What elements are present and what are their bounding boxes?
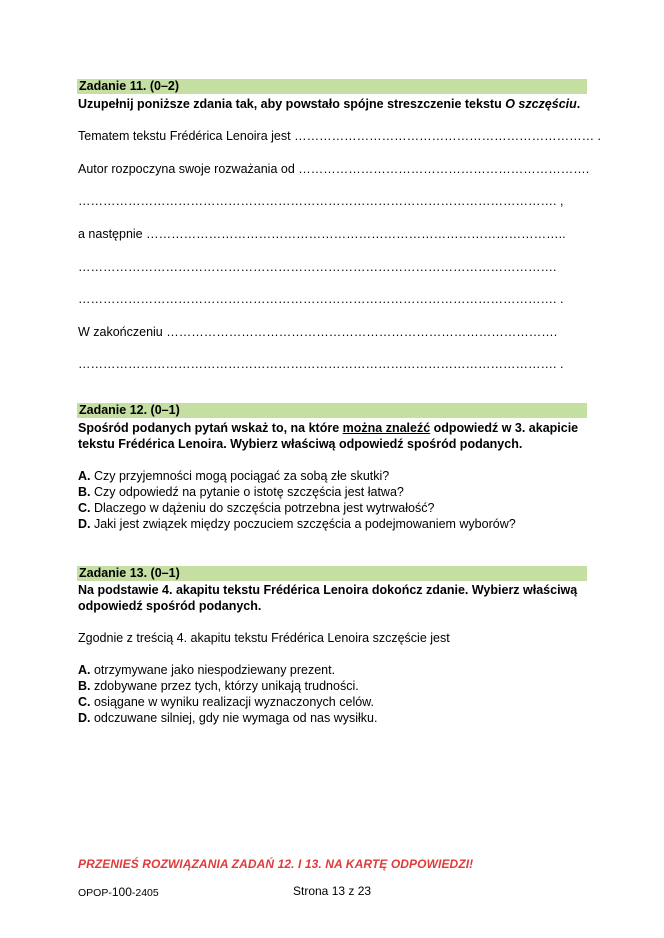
task13-option-c[interactable]: C. osiągane w wyniku realizacji wyznaczonych celów. xyxy=(78,695,374,709)
answer-line-3[interactable]: ……………………………………………………………………………………………………. , xyxy=(78,194,564,208)
task12-option-b[interactable]: B. Czy odpowiedź na pytanie o istotę szczęścia jest łatwa? xyxy=(78,485,404,499)
task11-header: Zadanie 11. (0–2) xyxy=(77,79,587,94)
task12-header: Zadanie 12. (0–1) xyxy=(77,403,587,418)
task13-header: Zadanie 13. (0–1) xyxy=(77,566,587,581)
task12-option-d[interactable]: D. Jaki jest związek między poczuciem szczęścia a podejmowaniem wyborów? xyxy=(78,517,516,531)
task13-option-a[interactable]: A. otrzymywane jako niespodziewany prezent. xyxy=(78,663,336,677)
task12-instruction-line2: tekstu Frédérica Lenoira. Wybierz właściwą odpowiedź spośród podanych. xyxy=(78,437,523,451)
answer-line-8[interactable]: ……………………………………………………………………………………………………. . xyxy=(78,357,564,371)
answer-line-2[interactable]: Autor rozpoczyna swoje rozważania od ……………………………………………………………. xyxy=(78,162,590,176)
answer-line-7[interactable]: W zakończeniu …………………………………………………………………………………. xyxy=(78,325,558,339)
answer-line-6[interactable]: ……………………………………………………………………………………………………. . xyxy=(78,292,564,306)
task12-option-c[interactable]: C. Dlaczego w dążeniu do szczęścia potrzebna jest wytrwałość? xyxy=(78,501,435,515)
answer-line-1[interactable]: Tematem tekstu Frédérica Lenoira jest ……………………………………………………………… . xyxy=(78,129,602,143)
task11-text-title: O szczęściu xyxy=(505,97,577,111)
task13-stem: Zgodnie z treścią 4. akapitu tekstu Frédérica Lenoira szczęście jest xyxy=(78,631,450,645)
emphasis-underline: można znaleźć xyxy=(342,421,431,435)
page-number: Strona 13 z 23 xyxy=(293,884,372,898)
exam-code: OPOP-100-2405 xyxy=(78,885,159,899)
task11-instruction: Uzupełnij poniższe zdania tak, aby powstało spójne streszczenie tekstu O szczęściu. xyxy=(78,97,581,111)
task13-option-d[interactable]: D. odczuwane silniej, gdy nie wymaga od nas wysiłku. xyxy=(78,711,378,725)
answer-line-5[interactable]: ……………………………………………………………………………………………………. xyxy=(78,260,557,274)
task13-instruction-line1: Na podstawie 4. akapitu tekstu Frédérica Lenoira dokończ zdanie. Wybierz właściwą xyxy=(78,583,578,597)
answer-line-4[interactable]: a następnie ……………………………………………………………………………………….. xyxy=(78,227,566,241)
transfer-answers-note: PRZENIEŚ ROZWIĄZANIA ZADAŃ 12. I 13. NA KARTĘ ODPOWIEDZI! xyxy=(78,857,474,871)
task13-option-b[interactable]: B. zdobywane przez tych, którzy unikają trudności. xyxy=(78,679,359,693)
task12-instruction-line1: Spośród podanych pytań wskaż to, na które można znaleźć odpowiedź w 3. akapicie xyxy=(78,421,579,435)
task13-instruction-line2: odpowiedź spośród podanych. xyxy=(78,599,262,613)
task12-option-a[interactable]: A. Czy przyjemności mogą pociągać za sobą złe skutki? xyxy=(78,469,390,483)
